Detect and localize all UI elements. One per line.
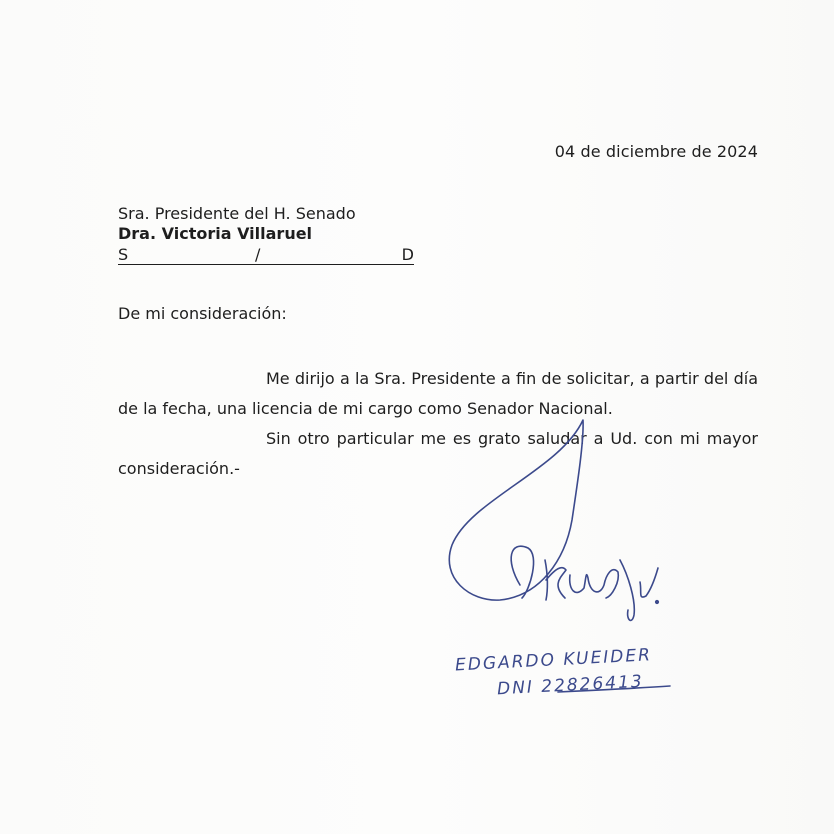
su-despacho-line [118,246,414,265]
signature-stroke-2 [545,560,547,600]
signature-stroke-3 [546,568,566,598]
signature-stroke-4 [570,570,619,598]
sd-s: S [118,245,129,264]
sd-slash: / [255,245,261,264]
dni-underline [558,686,670,692]
signature-stroke-5 [620,560,634,620]
signature-stroke-6 [640,568,658,597]
sd-d: D [401,245,414,264]
handwritten-dni: DNI 22826413 [496,671,645,700]
signature-dot [656,601,659,604]
letter-date: 04 de diciembre de 2024 [554,142,758,161]
greeting: De mi consideración: [118,304,287,323]
addressee-title: Sra. Presidente del H. Senado [118,204,356,223]
addressee-block [118,204,356,244]
letter-body [118,364,758,484]
signature-stroke-1 [511,546,533,598]
handwritten-name: EDGARDO KUEIDER [454,645,653,676]
paragraph-request: Me dirijo a la Sra. Presidente a fin de solicitar, a partir del día de la fecha, una licencia de mi cargo como Senador Nacional. [118,369,758,418]
addressee-name: Dra. Victoria Villaruel [118,224,313,243]
paragraph-closing: Sin otro particular me es grato saludar a Ud. con mi mayor consideración.- [118,429,758,478]
